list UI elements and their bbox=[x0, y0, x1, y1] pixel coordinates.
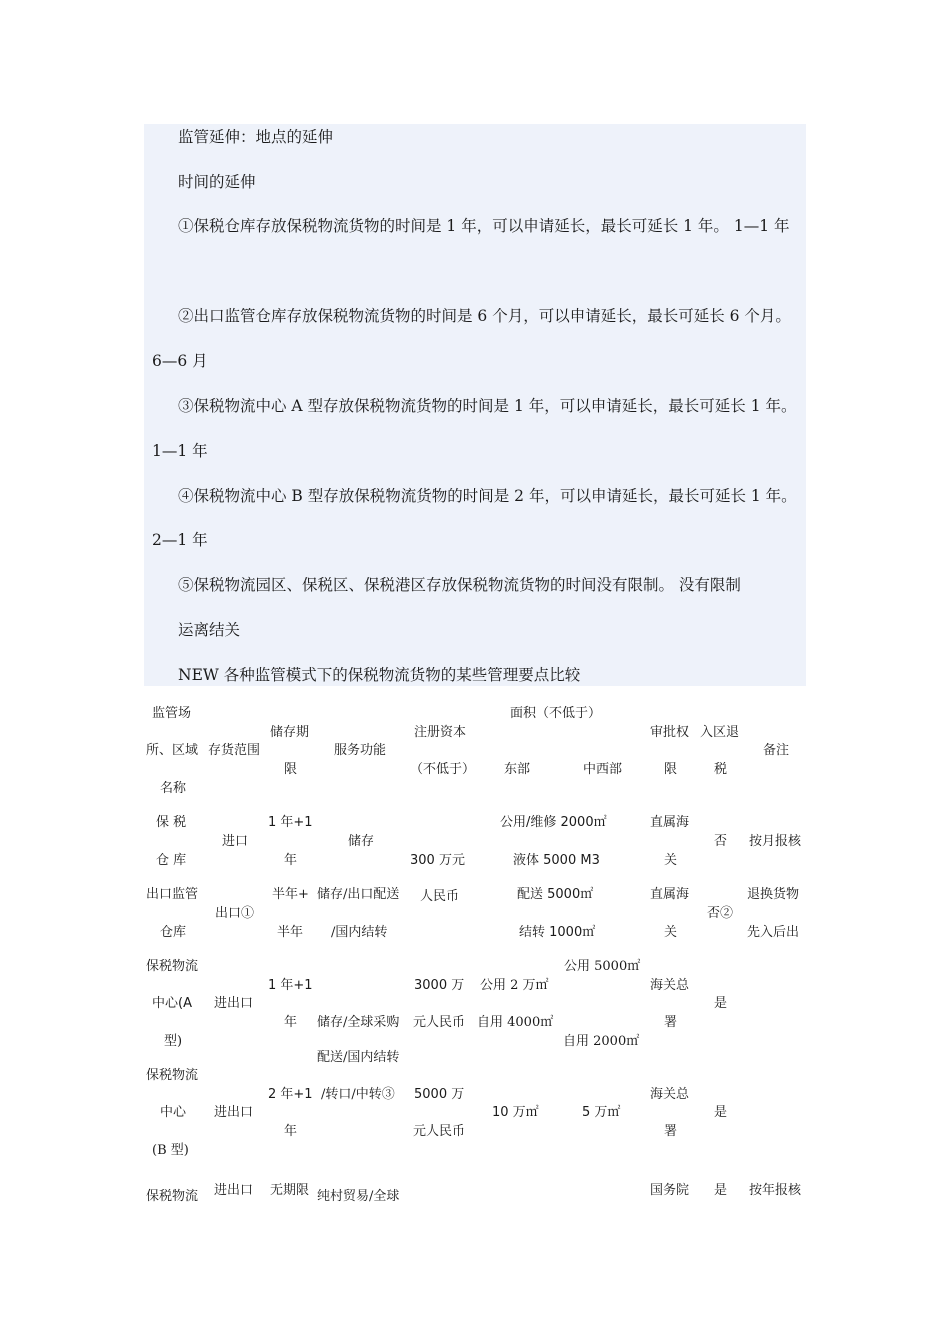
header-cell: 所、区域 bbox=[146, 743, 199, 758]
header-cell: 服务功能 bbox=[334, 743, 387, 758]
paragraph: ①保税仓库存放保税物流货物的时间是 1 年，可以申请延长，最长可延长 1 年。 1—1 年 bbox=[178, 217, 790, 235]
table-cell: 否② bbox=[707, 906, 734, 921]
table-cell: 自用 2000㎡ bbox=[563, 1034, 640, 1049]
header-cell: 限 bbox=[664, 762, 678, 777]
paragraph-continuation: 1—1 年 bbox=[152, 442, 208, 460]
table-cell: 仓库 bbox=[160, 925, 187, 940]
table-cell: 无期限 bbox=[270, 1183, 310, 1198]
table-cell: 纯村贸易/全球 bbox=[317, 1189, 400, 1204]
table-cell: 半年 bbox=[277, 925, 304, 940]
paragraph: ⑤保税物流园区、保税区、保税港区存放保税物流货物的时间没有限制。 没有限制 bbox=[178, 576, 741, 594]
paragraph-continuation: 6—6 月 bbox=[152, 352, 208, 370]
table-cell: /转口/中转③ bbox=[321, 1087, 395, 1102]
table-cell: 是 bbox=[714, 1105, 728, 1120]
header-cell: 备注 bbox=[763, 743, 790, 758]
table-cell: 结转 1000㎡ bbox=[519, 925, 596, 940]
header-cell: 名称 bbox=[160, 781, 187, 796]
paragraph: ③保税物流中心 A 型存放保税物流货物的时间是 1 年，可以申请延长，最长可延长 1 年。 bbox=[178, 397, 797, 415]
table-cell: 进出口 bbox=[214, 1183, 254, 1198]
table-cell: 保 税 bbox=[156, 815, 187, 830]
table-cell: 公用 5000㎡ bbox=[564, 959, 641, 974]
header-cell: 监管场 bbox=[152, 706, 192, 721]
header-cell: 储存期 bbox=[270, 725, 310, 740]
table-cell: 海关总 bbox=[650, 1087, 690, 1102]
header-cell: 东部 bbox=[504, 762, 531, 777]
table-cell: 出口① bbox=[215, 906, 255, 921]
table-cell: 年 bbox=[284, 1015, 298, 1030]
paragraph: ④保税物流中心 B 型存放保税物流货物的时间是 2 年，可以申请延长，最长可延长 1 年。 bbox=[178, 487, 797, 505]
table-cell: 年 bbox=[284, 853, 298, 868]
table-cell: (B 型) bbox=[152, 1143, 189, 1158]
paragraph: ②出口监管仓库存放保税物流货物的时间是 6 个月，可以申请延长，最长可延长 6 个月。 bbox=[178, 307, 791, 325]
table-cell: 保税物流 bbox=[146, 959, 199, 974]
table-cell: 1 年+1 bbox=[268, 815, 313, 830]
table-cell: 300 万元 bbox=[410, 853, 465, 868]
table-cell: 否 bbox=[714, 834, 728, 849]
table-cell: 元人民币 bbox=[413, 1124, 466, 1139]
paragraph-continuation: 2—1 年 bbox=[152, 531, 208, 549]
table-cell: 配送/国内结转 bbox=[317, 1050, 400, 1065]
table-cell: 进口 bbox=[222, 834, 249, 849]
paragraph: 时间的延伸 bbox=[178, 173, 256, 191]
table-cell: 半年+ bbox=[272, 887, 309, 902]
table-cell: 2 年+1 bbox=[268, 1087, 313, 1102]
table-cell: 公用 2 万㎡ bbox=[480, 978, 549, 993]
table-cell: 3000 万 bbox=[414, 978, 465, 993]
header-cell: 注册资本 bbox=[414, 725, 467, 740]
paragraph: 监管延伸：地点的延伸 bbox=[178, 128, 334, 146]
table-cell: 公用/维修 2000㎡ bbox=[500, 815, 607, 830]
table-cell: 储存/出口配送 bbox=[317, 887, 400, 902]
table-cell: 仓 库 bbox=[156, 853, 187, 868]
table-cell: 中心(A bbox=[152, 996, 192, 1011]
table-cell: 署 bbox=[664, 1124, 678, 1139]
table-cell: 是 bbox=[714, 996, 728, 1011]
table-cell: 关 bbox=[664, 853, 678, 868]
table-cell: 保税物流 bbox=[146, 1189, 199, 1204]
table-cell: 储存/全球采购 bbox=[317, 1015, 400, 1030]
header-cell: 税 bbox=[714, 762, 728, 777]
table-cell: 储存 bbox=[348, 834, 375, 849]
table-cell: 5 万㎡ bbox=[582, 1105, 621, 1120]
table-cell: 自用 4000㎡ bbox=[477, 1015, 554, 1030]
table-cell: 直属海 bbox=[650, 887, 690, 902]
paragraph: 运离结关 bbox=[178, 621, 241, 639]
table-cell: 海关总 bbox=[650, 978, 690, 993]
table-cell: 元人民币 bbox=[413, 1015, 466, 1030]
table-cell: 按月报核 bbox=[749, 834, 802, 849]
table-cell: /国内结转 bbox=[331, 925, 388, 940]
table-cell: 先入后出 bbox=[747, 925, 800, 940]
table-cell: 型) bbox=[164, 1034, 183, 1049]
table-cell: 出口监管 bbox=[146, 887, 199, 902]
header-cell: 限 bbox=[284, 762, 298, 777]
header-cell: （不低于） bbox=[410, 762, 476, 777]
header-cell: 面积（不低于） bbox=[510, 706, 602, 721]
table-cell: 1 年+1 bbox=[268, 978, 313, 993]
table-cell: 中心 bbox=[160, 1105, 187, 1120]
table-cell: 直属海 bbox=[650, 815, 690, 830]
table-cell: 是 bbox=[714, 1183, 728, 1198]
table-cell: 年 bbox=[284, 1124, 298, 1139]
table-cell: 液体 5000 M3 bbox=[513, 853, 600, 868]
paragraph-heading: NEW 各种监管模式下的保税物流货物的某些管理要点比较 bbox=[178, 666, 581, 684]
table-cell: 5000 万 bbox=[414, 1087, 465, 1102]
table-cell: 关 bbox=[664, 925, 678, 940]
table-cell: 退换货物 bbox=[747, 887, 800, 902]
table-cell: 10 万㎡ bbox=[492, 1105, 539, 1120]
header-cell: 入区退 bbox=[700, 725, 740, 740]
header-cell: 中西部 bbox=[583, 762, 623, 777]
table-cell: 署 bbox=[664, 1015, 678, 1030]
table-cell: 进出口 bbox=[214, 1105, 254, 1120]
table-cell: 国务院 bbox=[650, 1183, 690, 1198]
table-cell: 人民币 bbox=[420, 889, 460, 904]
header-cell: 审批权 bbox=[650, 725, 690, 740]
table-cell: 按年报核 bbox=[749, 1183, 802, 1198]
table-cell: 进出口 bbox=[214, 996, 254, 1011]
table-cell: 配送 5000㎡ bbox=[517, 887, 594, 902]
header-cell: 存货范围 bbox=[208, 743, 261, 758]
table-cell: 保税物流 bbox=[146, 1068, 199, 1083]
